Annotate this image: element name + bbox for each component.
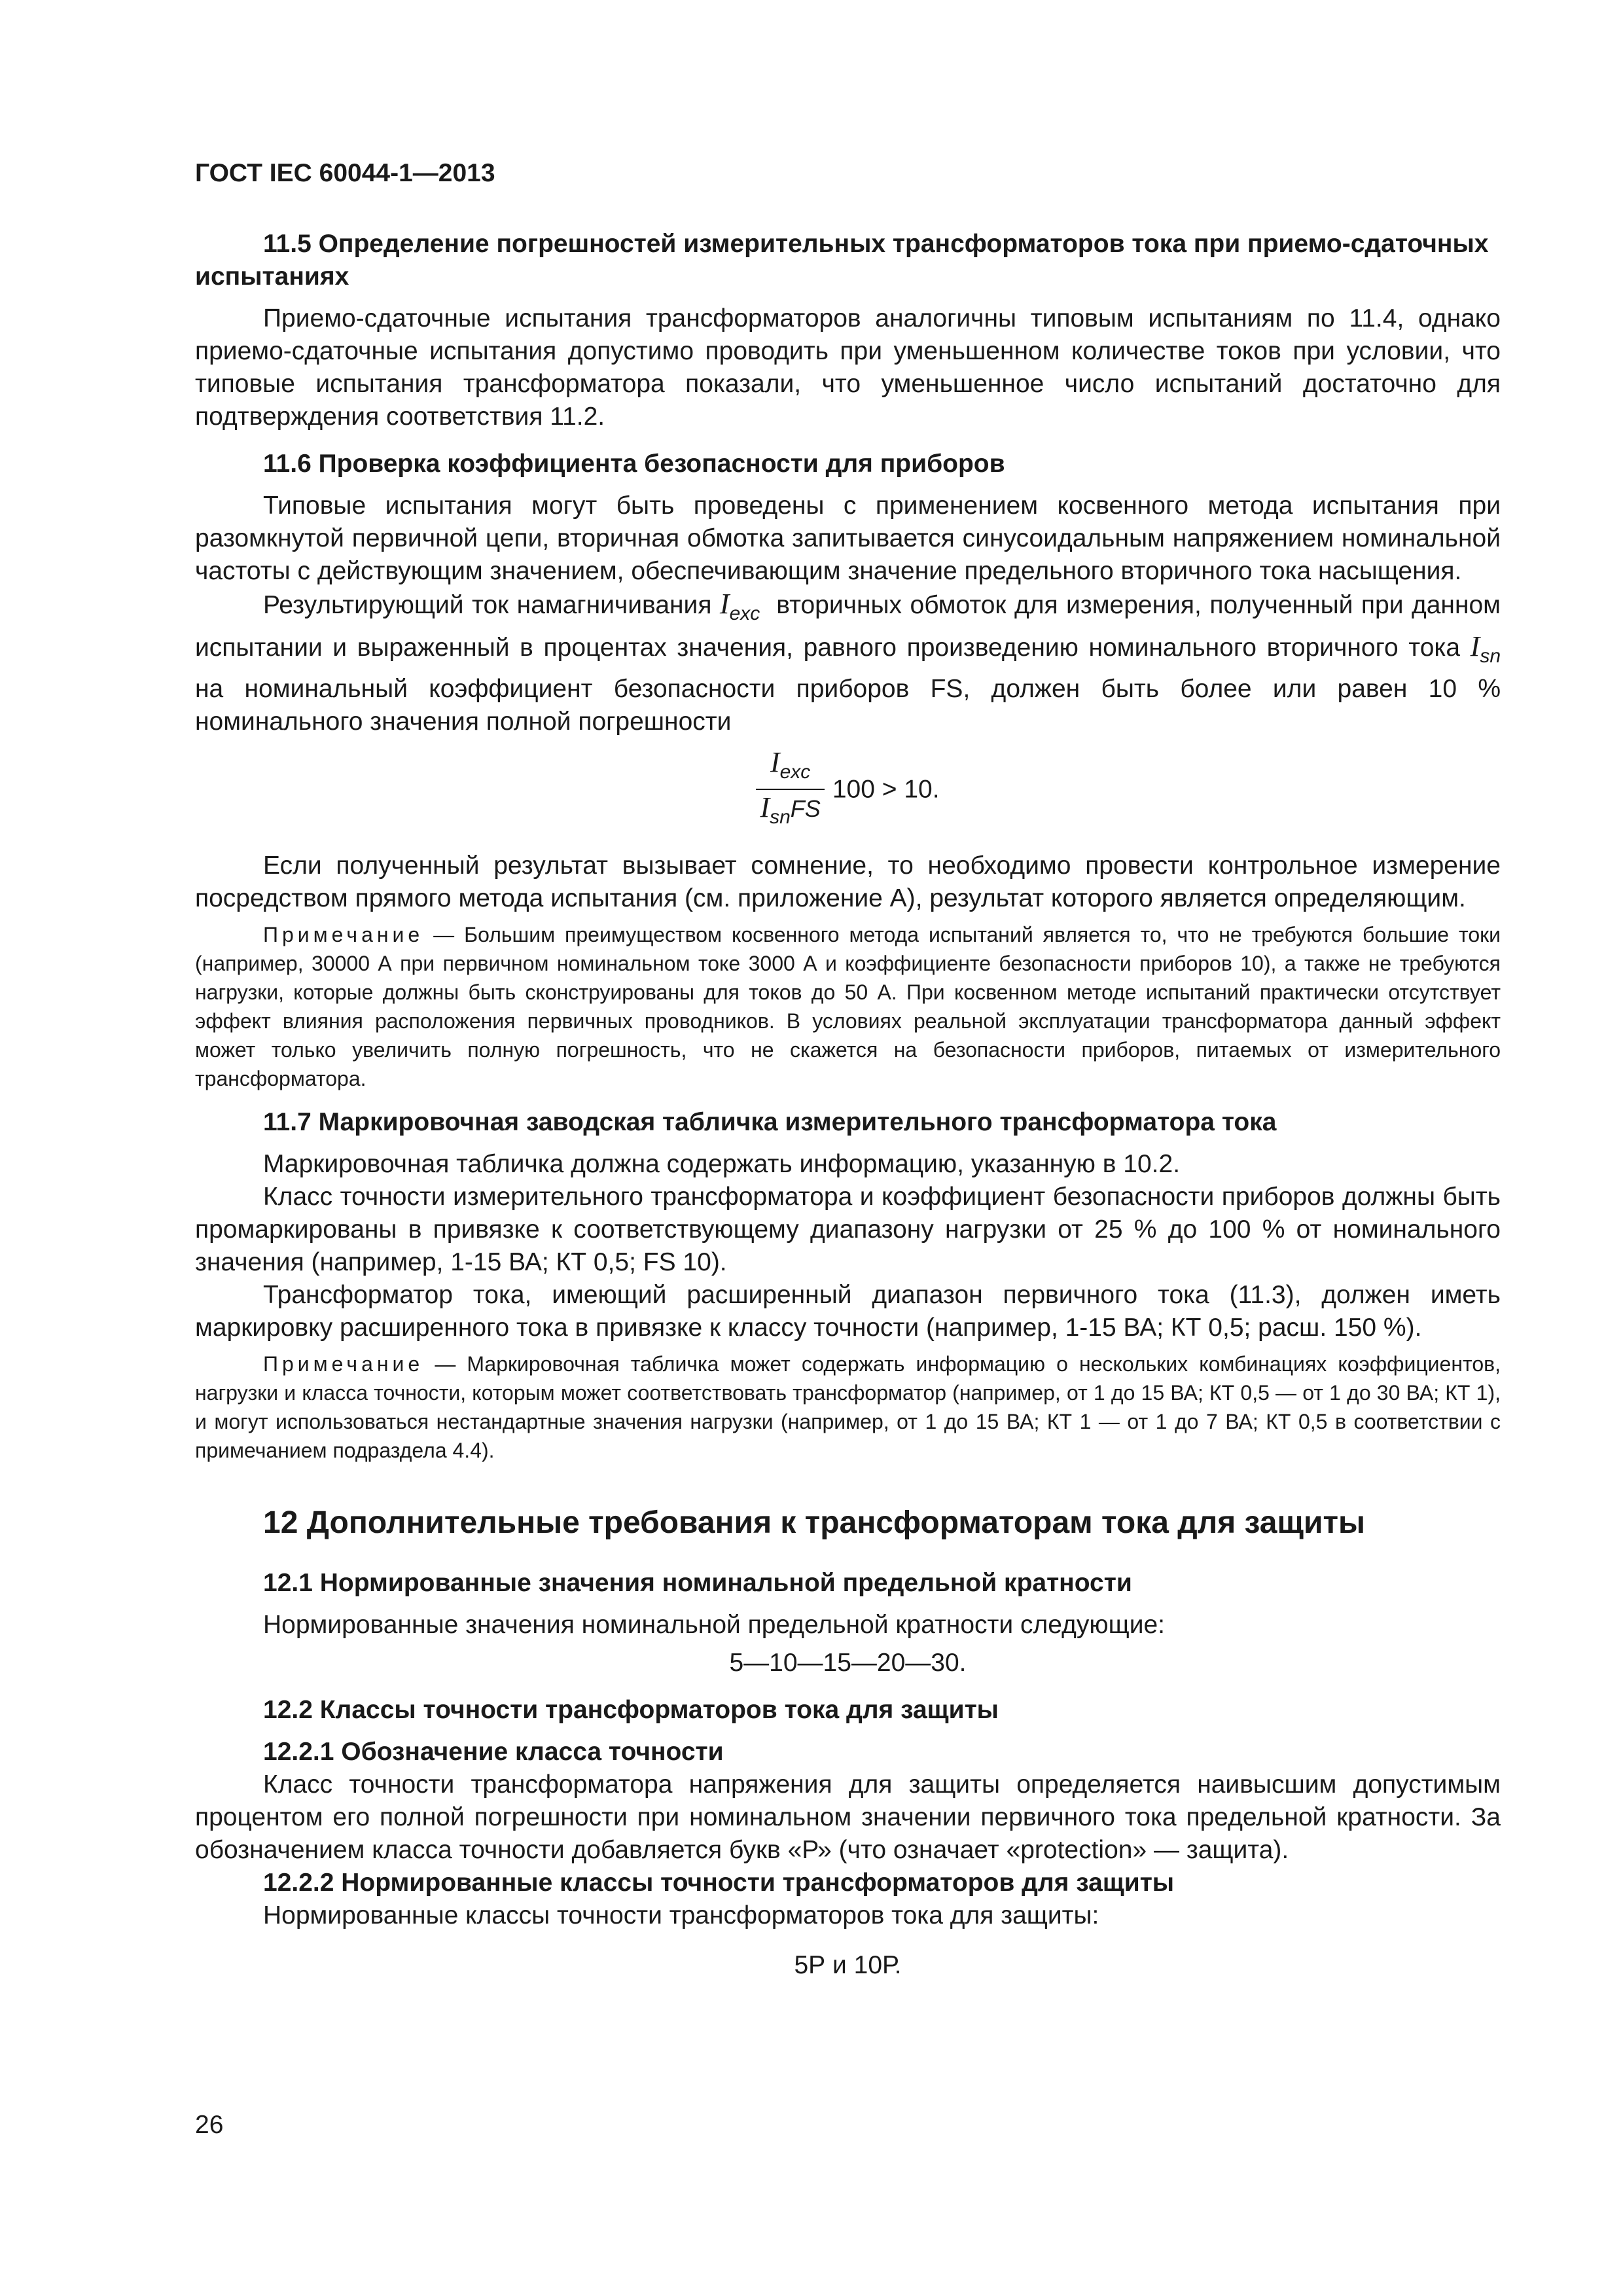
section-11-7-paragraph-2: Класс точности измерительного трансформатора и коэффициент безопасности приборов должны быть промаркированы в привязке к соответствующему диапазону нагрузки от 25 % до 100 % от номинального значения (например, 1-15 ВА; КТ 0,5; FS 10). <box>195 1183 1501 1276</box>
text-run: Результирующий ток намагничивания <box>263 591 712 619</box>
note-label: Примечание <box>263 923 424 946</box>
note-text: — Большим преимуществом косвенного метода испытаний является то, что не требуются большие токи (например, 30000 А при первичном номинальном токе 3000 А и коэффициенте безопасности приборов 10), а также не требуются нагрузки, которые должны быть сконструированы для токов до 50 А. При косвенном методе испытаний практически отсутствует эффект влияния расположения первичных проводников. В условиях реальной эксплуатации трансформатора данный эффект может только увеличить полную погрешность, что не скажется на безопасности приборов, питаемых от измерительного трансформатора. <box>195 923 1501 1090</box>
section-12-2-heading: 12.2 Классы точности трансформаторов тока для защиты <box>263 1696 999 1724</box>
section-12-2-1-heading: 12.2.1 Обозначение класса точности <box>263 1738 724 1766</box>
formula-fraction <box>756 747 824 834</box>
page-number: 26 <box>195 2111 224 2139</box>
page-content <box>195 228 1501 1994</box>
section-11-7-paragraph-1: Маркировочная табличка должна содержать информацию, указанную в 10.2. <box>263 1150 1181 1178</box>
section-12-2-2-heading: 12.2.2 Нормированные классы точности трансформаторов для защиты <box>263 1869 1175 1897</box>
section-11-6-paragraph-3: Если полученный результат вызывает сомнение, то необходимо провести контрольное измерение посредством прямого метода испытания (см. приложение А), результат которого является определяющим. <box>195 852 1501 912</box>
formula-numerator <box>756 747 824 790</box>
standard-designation: ГОСТ IEC 60044-1—2013 <box>195 159 495 187</box>
text-run: вторичных обмоток для измерения, полученный при данном испытании и выраженный в процентах значения, равного произведению номинального вторичного тока <box>195 591 1501 662</box>
section-12-heading: 12 Дополнительные требования к трансформаторам тока для защиты <box>263 1505 1365 1540</box>
symbol-subscript: sn <box>1480 645 1501 667</box>
section-11-5-heading: 11.5 Определение погрешностей измерительных трансформаторов тока при приемо-сдаточных испытаниях <box>195 230 1489 291</box>
formula-letter: I <box>770 746 780 778</box>
section-11-7-note <box>195 1350 1501 1465</box>
section-12-1-heading: 12.1 Нормированные значения номинальной предельной кратности <box>263 1569 1132 1597</box>
symbol-i-exc <box>719 588 760 624</box>
formula <box>195 747 1501 834</box>
formula-subscript: sn <box>770 806 791 828</box>
formula-subscript: exc <box>779 761 811 783</box>
formula-result: 100 > 10. <box>832 775 940 804</box>
text-run: на номинальный коэффициент безопасности приборов FS, должен быть более или равен 10 % номинального значения полной погрешности <box>195 675 1501 736</box>
section-11-5-paragraph: Приемо-сдаточные испытания трансформаторов аналогичны типовым испытаниям по 11.4, однако приемо-сдаточные испытания допустимо проводить при уменьшенном количестве токов при условии, что типовые испытания трансформатора показали, что уменьшенное число испытаний достаточно для подтверждения соответствия 11.2. <box>195 304 1501 431</box>
note-label: Примечание <box>263 1352 424 1376</box>
symbol-letter: I <box>719 588 730 620</box>
section-11-6-paragraph-2 <box>195 588 1501 738</box>
section-11-6-note <box>195 920 1501 1093</box>
section-12-1-values: 5—10—15—20—30. <box>729 1649 967 1677</box>
section-11-7-heading: 11.7 Маркировочная заводская табличка измерительного трансформатора тока <box>263 1108 1277 1136</box>
note-text: — Маркировочная табличка может содержать информацию о нескольких комбинациях коэффициентов, нагрузки и класса точности, которым может соответствовать трансформатор (например, от 1 до 15 ВА; КТ 0,5 — от 1 до 30 ВА; КТ 1), и могут использоваться нестандартные значения нагрузки (например, от 1 до 15 ВА; КТ 1 — от 1 до 7 ВА; КТ 0,5 в соответствии с примечанием подраздела 4.4). <box>195 1352 1501 1462</box>
section-12-2-2-paragraph: Нормированные классы точности трансформаторов тока для защиты: <box>263 1901 1099 1929</box>
symbol-i-sn <box>1470 630 1501 667</box>
section-11-6-paragraph-1: Типовые испытания могут быть проведены с применением косвенного метода испытания при разомкнутой первичной цепи, вторичная обмотка запитывается синусоидальным напряжением номинальной частоты с действующим значением, обеспечивающим значение предельного вторичного тока насыщения. <box>195 492 1501 585</box>
formula-denominator <box>756 790 824 834</box>
formula-letter: I <box>760 791 770 823</box>
section-11-6-heading: 11.6 Проверка коэффициента безопасности для приборов <box>263 450 1005 478</box>
section-12-2-2-values: 5Р и 10Р. <box>794 1951 902 1979</box>
section-12-2-1-paragraph: Класс точности трансформатора напряжения для защиты определяется наивысшим допустимым процентом его полной погрешности при номинальном значении первичного тока предельной кратности. За обозначением класса точности добавляется букв «Р» (что означает «protection» — защита). <box>195 1770 1501 1864</box>
section-11-7-paragraph-3: Трансформатор тока, имеющий расширенный диапазон первичного тока (11.3), должен иметь маркировку расширенного тока в привязке к классу точности (например, 1-15 ВА; КТ 0,5; расш. 150 %). <box>195 1281 1501 1342</box>
symbol-letter: I <box>1470 630 1480 662</box>
section-12-1-paragraph: Нормированные значения номинальной предельной кратности следующие: <box>263 1611 1166 1639</box>
symbol-subscript: exc <box>729 603 760 624</box>
formula-fs: FS <box>790 795 821 822</box>
